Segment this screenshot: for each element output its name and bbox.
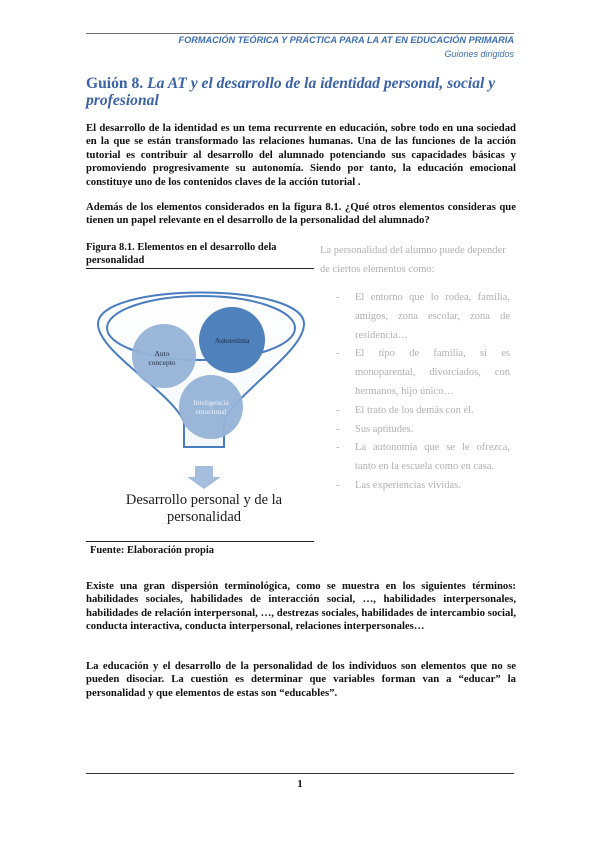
title-main: La AT y el desarrollo de la identidad personal, social y profesional: [86, 75, 496, 109]
label-inteligencia-line2: emocional: [195, 407, 227, 416]
result-line1: Desarrollo personal y de la: [125, 492, 283, 508]
paragraph-question: Además de los elementos considerados en la figura 8.1. ¿Qué otros elementos consideras que tienen un papel relevante en el desarrollo de la personalidad del alumnado?: [86, 201, 516, 227]
page-number: 1: [297, 778, 303, 790]
footer-rule: [86, 773, 514, 774]
list-item: - Sus aptitudes.: [336, 423, 414, 435]
list-item: - El trato de los demás con él.: [336, 404, 474, 416]
figure-bottom-rule: [86, 541, 314, 542]
label-autoestima: Autoestima: [214, 336, 250, 345]
page-title: [86, 75, 516, 109]
header-rule: [86, 33, 514, 34]
result-line2: personalidad: [166, 509, 242, 525]
down-arrow-icon: [187, 466, 221, 489]
list-item: - El tipo de familia, si es monoparental, divorciados, con hermanos, hijo único…: [336, 348, 510, 397]
figure-source: Fuente: Elaboración propia: [90, 545, 215, 556]
label-autoconcepto-line2: concepto: [148, 358, 176, 367]
paragraph-terminology: Existe una gran dispersión terminológica, como se muestra en los siguientes términos: habilidades sociales, habilidades de interacción social, …, habilidades interpersonales, habilidades de relación interpersonal, …, destrezas sociales, habilidades de intercambio social, conducta interactiva, conducta interpersonal, relaciones interpersonales…: [86, 580, 516, 633]
paragraph-intro: El desarrollo de la identidad es un tema recurrente en educación, sobre todo en una sociedad en la que se están transformado las relaciones humanas. Una de las funciones de la acción tutorial es contribuir al desarrollo del alumnado potenciando sus capacidades básicas y promoviendo progresivamente su autonomía. Siendo por tanto, la educación emocional constituye uno de los contenidos claves de la acción tutorial .: [86, 122, 516, 188]
label-autoconcepto-line1: Auto: [154, 349, 170, 358]
sidebar-intro: La personalidad del alumno puede depender de ciertos elementos como:: [320, 245, 506, 275]
figure-top-rule: [86, 268, 314, 269]
list-item: - El entorno que lo rodea, familia, amigos, zona escolar, zona de residencia…: [336, 292, 510, 341]
title-prefix: Guión 8.: [86, 75, 144, 92]
personality-funnel-diagram: [86, 272, 316, 540]
header-course-title: FORMACIÓN TEÓRICA Y PRÁCTICA PARA LA AT EN EDUCACIÓN PRIMARIA: [178, 35, 514, 45]
label-inteligencia-line1: Inteligencia: [193, 398, 229, 407]
list-item: - La autonomía que se le ofrezca, tanto en la escuela como en casa.: [336, 442, 510, 473]
list-item: - Las experiencias vividas.: [336, 479, 461, 491]
sidebar-list: [336, 289, 510, 496]
header-subtitle: Guiones dirigidos: [444, 49, 514, 59]
paragraph-conclusion: La educación y el desarrollo de la personalidad de los individuos son elementos que no se pueden disociar. La cuestión es determinar que variables forman van a “educar” la personalidad y que elementos de estas son “educables”.: [86, 660, 516, 699]
figure-caption: Figura 8.1. Elementos en el desarrollo dela personalidad: [86, 242, 277, 267]
